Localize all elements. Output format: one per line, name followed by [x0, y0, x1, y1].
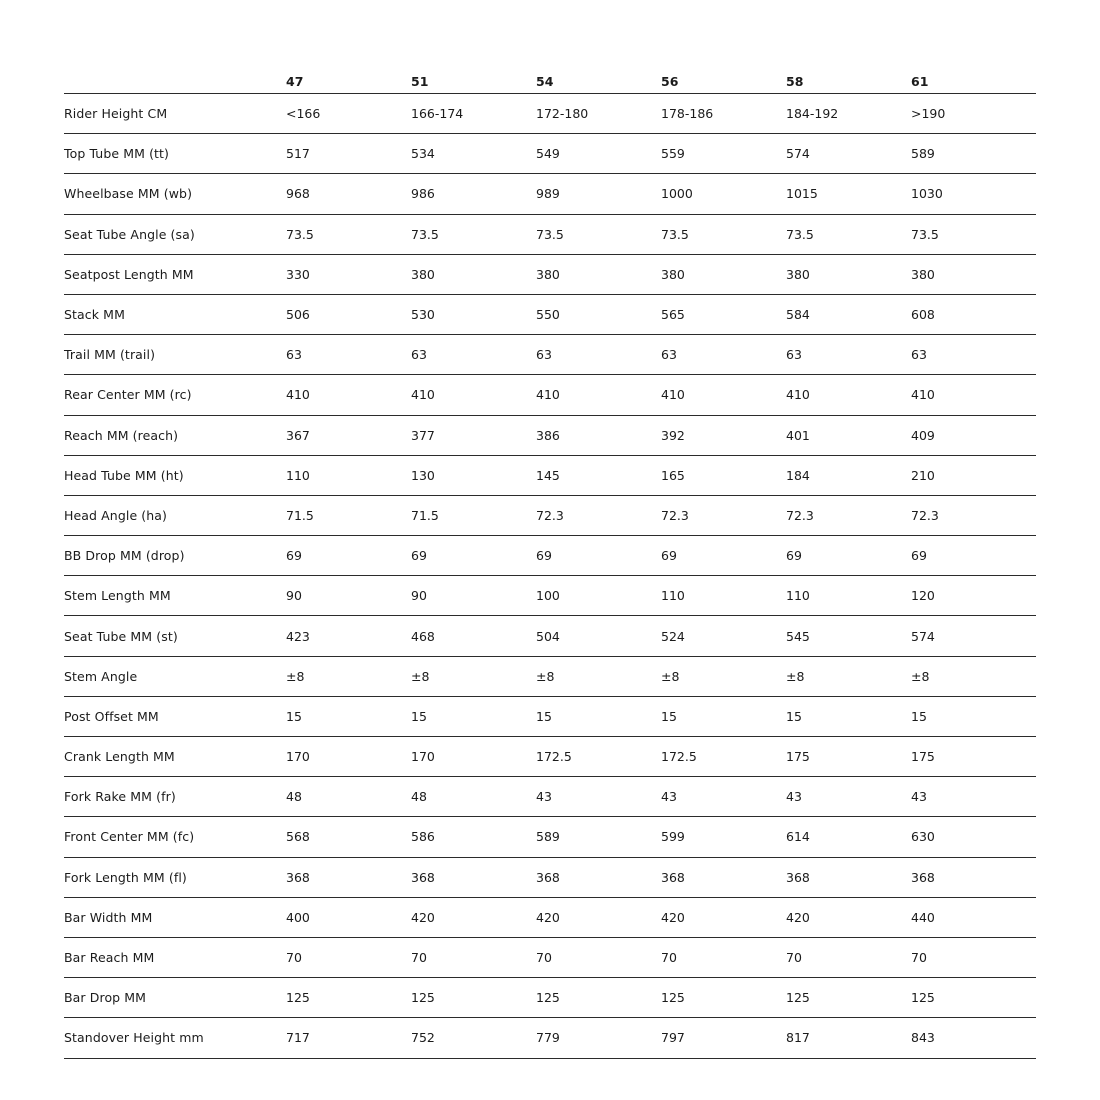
geometry-table — [64, 52, 1036, 1059]
cell: 72.3 — [536, 495, 661, 535]
cell: 184-192 — [786, 94, 911, 134]
cell: 63 — [661, 335, 786, 375]
cell: 145 — [536, 455, 661, 495]
cell: 530 — [411, 294, 536, 334]
cell: 72.3 — [911, 495, 1036, 535]
cell: 70 — [411, 937, 536, 977]
row-label: Rear Center MM (rc) — [64, 375, 286, 415]
cell: 90 — [286, 576, 411, 616]
table-row — [64, 214, 1036, 254]
cell: 63 — [911, 335, 1036, 375]
cell: 69 — [786, 536, 911, 576]
cell: 524 — [661, 616, 786, 656]
cell: 574 — [911, 616, 1036, 656]
cell: 184 — [786, 455, 911, 495]
table-row — [64, 937, 1036, 977]
row-label: Front Center MM (fc) — [64, 817, 286, 857]
cell: 70 — [536, 937, 661, 977]
cell: 120 — [911, 576, 1036, 616]
column-header-size-47: 47 — [286, 52, 411, 94]
cell: 175 — [786, 737, 911, 777]
cell: 368 — [286, 857, 411, 897]
cell: 368 — [411, 857, 536, 897]
cell: 568 — [286, 817, 411, 857]
table-row — [64, 696, 1036, 736]
cell: 130 — [411, 455, 536, 495]
cell: 367 — [286, 415, 411, 455]
row-label: Seatpost Length MM — [64, 254, 286, 294]
row-label: Stem Angle — [64, 656, 286, 696]
cell: 71.5 — [411, 495, 536, 535]
row-label: Stack MM — [64, 294, 286, 334]
cell: ±8 — [911, 656, 1036, 696]
table-row — [64, 495, 1036, 535]
cell: 420 — [411, 897, 536, 937]
cell: 410 — [536, 375, 661, 415]
cell: 166-174 — [411, 94, 536, 134]
cell: 752 — [411, 1018, 536, 1058]
cell: 843 — [911, 1018, 1036, 1058]
table-header-row — [64, 52, 1036, 94]
cell: 72.3 — [661, 495, 786, 535]
table-row — [64, 134, 1036, 174]
table-row — [64, 1018, 1036, 1058]
table-row — [64, 94, 1036, 134]
column-header-size-56: 56 — [661, 52, 786, 94]
cell: 380 — [411, 254, 536, 294]
row-label: Bar Width MM — [64, 897, 286, 937]
row-label: Top Tube MM (tt) — [64, 134, 286, 174]
row-label: Stem Length MM — [64, 576, 286, 616]
cell: 63 — [786, 335, 911, 375]
row-label: BB Drop MM (drop) — [64, 536, 286, 576]
cell: 608 — [911, 294, 1036, 334]
cell: 559 — [661, 134, 786, 174]
cell: ±8 — [786, 656, 911, 696]
cell: ±8 — [286, 656, 411, 696]
table-row — [64, 335, 1036, 375]
cell: 69 — [661, 536, 786, 576]
cell: 423 — [286, 616, 411, 656]
cell: 420 — [536, 897, 661, 937]
cell: 409 — [911, 415, 1036, 455]
cell: 43 — [661, 777, 786, 817]
column-header-size-51: 51 — [411, 52, 536, 94]
cell: 43 — [786, 777, 911, 817]
cell: 125 — [286, 978, 411, 1018]
cell: 584 — [786, 294, 911, 334]
cell: 534 — [411, 134, 536, 174]
table-row — [64, 737, 1036, 777]
cell: 71.5 — [286, 495, 411, 535]
cell: 420 — [661, 897, 786, 937]
row-label: Fork Rake MM (fr) — [64, 777, 286, 817]
cell: 392 — [661, 415, 786, 455]
cell: 125 — [911, 978, 1036, 1018]
cell: 110 — [286, 455, 411, 495]
cell: ±8 — [411, 656, 536, 696]
cell: 506 — [286, 294, 411, 334]
cell: 989 — [536, 174, 661, 214]
table-row — [64, 536, 1036, 576]
row-label: Seat Tube Angle (sa) — [64, 214, 286, 254]
row-label: Wheelbase MM (wb) — [64, 174, 286, 214]
cell: 72.3 — [786, 495, 911, 535]
cell: 70 — [286, 937, 411, 977]
row-label: Rider Height CM — [64, 94, 286, 134]
cell: 380 — [536, 254, 661, 294]
column-header-size-54: 54 — [536, 52, 661, 94]
cell: 43 — [911, 777, 1036, 817]
geometry-table-container — [64, 52, 1036, 1059]
cell: 165 — [661, 455, 786, 495]
cell: 15 — [286, 696, 411, 736]
cell: 368 — [786, 857, 911, 897]
cell: 63 — [536, 335, 661, 375]
cell: 550 — [536, 294, 661, 334]
cell: 368 — [911, 857, 1036, 897]
cell: 599 — [661, 817, 786, 857]
cell: 797 — [661, 1018, 786, 1058]
table-row — [64, 415, 1036, 455]
cell: 377 — [411, 415, 536, 455]
cell: 368 — [661, 857, 786, 897]
cell: 565 — [661, 294, 786, 334]
cell: 440 — [911, 897, 1036, 937]
cell: 70 — [661, 937, 786, 977]
cell: 125 — [661, 978, 786, 1018]
cell: 73.5 — [786, 214, 911, 254]
cell: 73.5 — [411, 214, 536, 254]
cell: 468 — [411, 616, 536, 656]
cell: 1000 — [661, 174, 786, 214]
cell: 380 — [661, 254, 786, 294]
cell: 410 — [411, 375, 536, 415]
column-header-corner — [64, 52, 286, 94]
cell: 400 — [286, 897, 411, 937]
cell: 70 — [786, 937, 911, 977]
cell: 73.5 — [536, 214, 661, 254]
cell: 125 — [786, 978, 911, 1018]
cell: 545 — [786, 616, 911, 656]
table-row — [64, 817, 1036, 857]
cell: 69 — [911, 536, 1036, 576]
cell: 170 — [286, 737, 411, 777]
table-row — [64, 897, 1036, 937]
cell: 986 — [411, 174, 536, 214]
cell: 401 — [786, 415, 911, 455]
table-body — [64, 94, 1036, 1059]
row-label: Head Angle (ha) — [64, 495, 286, 535]
cell: >190 — [911, 94, 1036, 134]
cell: 178-186 — [661, 94, 786, 134]
cell: 210 — [911, 455, 1036, 495]
cell: 410 — [786, 375, 911, 415]
cell: 172.5 — [661, 737, 786, 777]
row-label: Fork Length MM (fl) — [64, 857, 286, 897]
table-row — [64, 656, 1036, 696]
cell: 69 — [536, 536, 661, 576]
cell: 589 — [911, 134, 1036, 174]
cell: 110 — [661, 576, 786, 616]
cell: 125 — [536, 978, 661, 1018]
cell: 517 — [286, 134, 411, 174]
cell: 125 — [411, 978, 536, 1018]
cell: 614 — [786, 817, 911, 857]
table-row — [64, 375, 1036, 415]
table-row — [64, 777, 1036, 817]
cell: 69 — [286, 536, 411, 576]
cell: 589 — [536, 817, 661, 857]
cell: 73.5 — [286, 214, 411, 254]
cell: 779 — [536, 1018, 661, 1058]
cell: 15 — [536, 696, 661, 736]
cell: 15 — [911, 696, 1036, 736]
cell: 630 — [911, 817, 1036, 857]
cell: 175 — [911, 737, 1036, 777]
cell: 170 — [411, 737, 536, 777]
cell: 968 — [286, 174, 411, 214]
cell: 43 — [536, 777, 661, 817]
row-label: Bar Reach MM — [64, 937, 286, 977]
cell: ±8 — [536, 656, 661, 696]
cell: 15 — [661, 696, 786, 736]
row-label: Crank Length MM — [64, 737, 286, 777]
table-header — [64, 52, 1036, 94]
cell: 1030 — [911, 174, 1036, 214]
cell: 100 — [536, 576, 661, 616]
cell: 410 — [661, 375, 786, 415]
cell: 172.5 — [536, 737, 661, 777]
row-label: Trail MM (trail) — [64, 335, 286, 375]
column-header-size-61: 61 — [911, 52, 1036, 94]
table-row — [64, 857, 1036, 897]
cell: 69 — [411, 536, 536, 576]
cell: 717 — [286, 1018, 411, 1058]
cell: 15 — [786, 696, 911, 736]
cell: 420 — [786, 897, 911, 937]
cell: 90 — [411, 576, 536, 616]
cell: 1015 — [786, 174, 911, 214]
cell: 73.5 — [911, 214, 1036, 254]
table-row — [64, 455, 1036, 495]
cell: 380 — [911, 254, 1036, 294]
cell: 574 — [786, 134, 911, 174]
cell: 380 — [786, 254, 911, 294]
row-label: Standover Height mm — [64, 1018, 286, 1058]
cell: 410 — [286, 375, 411, 415]
cell: 368 — [536, 857, 661, 897]
cell: ±8 — [661, 656, 786, 696]
cell: 48 — [411, 777, 536, 817]
table-row — [64, 978, 1036, 1018]
table-row — [64, 294, 1036, 334]
cell: 504 — [536, 616, 661, 656]
table-row — [64, 616, 1036, 656]
cell: 172-180 — [536, 94, 661, 134]
cell: 330 — [286, 254, 411, 294]
cell: 817 — [786, 1018, 911, 1058]
cell: 110 — [786, 576, 911, 616]
cell: <166 — [286, 94, 411, 134]
cell: 48 — [286, 777, 411, 817]
cell: 410 — [911, 375, 1036, 415]
row-label: Post Offset MM — [64, 696, 286, 736]
table-row — [64, 576, 1036, 616]
cell: 586 — [411, 817, 536, 857]
row-label: Reach MM (reach) — [64, 415, 286, 455]
row-label: Head Tube MM (ht) — [64, 455, 286, 495]
row-label: Bar Drop MM — [64, 978, 286, 1018]
cell: 15 — [411, 696, 536, 736]
cell: 63 — [411, 335, 536, 375]
cell: 549 — [536, 134, 661, 174]
table-row — [64, 174, 1036, 214]
cell: 63 — [286, 335, 411, 375]
column-header-size-58: 58 — [786, 52, 911, 94]
cell: 386 — [536, 415, 661, 455]
cell: 73.5 — [661, 214, 786, 254]
cell: 70 — [911, 937, 1036, 977]
table-row — [64, 254, 1036, 294]
row-label: Seat Tube MM (st) — [64, 616, 286, 656]
